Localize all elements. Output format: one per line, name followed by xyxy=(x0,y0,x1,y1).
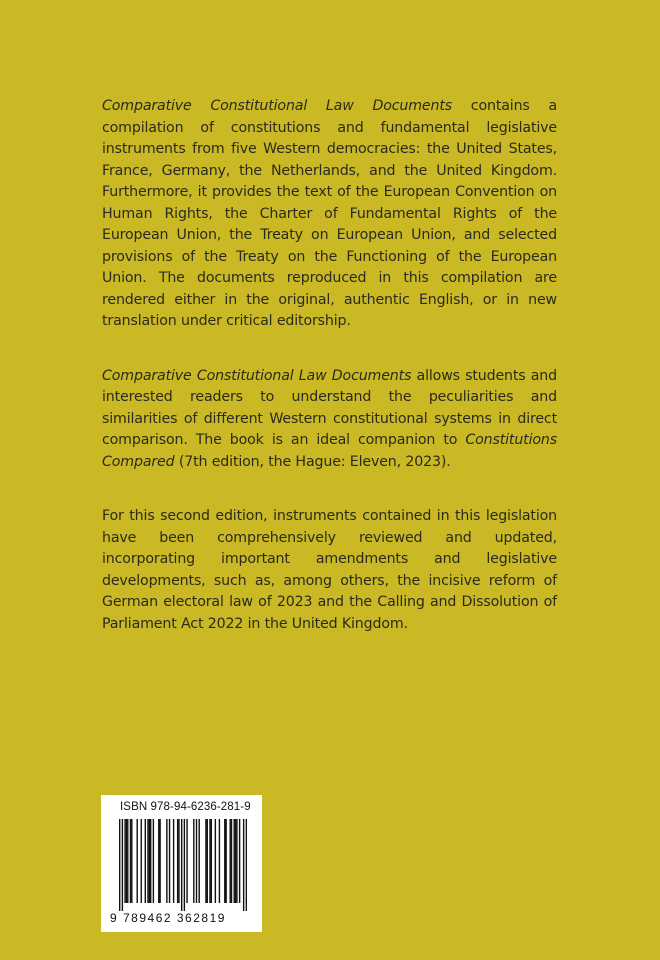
barcode-bar xyxy=(235,819,236,903)
paragraph-text: contains a compilation of constitutions and fundamental legislative instruments from five Western democracies: the United States, France, Germany, the Netherlands, and the United Kingdom. Furthermore, it provides the text of the European Convention on Human Rights, the Charter of Fundamental Rights of the European Union, the Treaty on European Union, and selected provisions of the Treaty on the Functioning of the European Union. The documents reproduced in this compilation are rendered either in the original, authentic English, or in new translation under critical editorship. xyxy=(102,98,557,329)
isbn-barcode xyxy=(101,795,262,932)
description-paragraph-2 xyxy=(102,366,557,474)
barcode-bar xyxy=(137,819,138,903)
barcode-bar xyxy=(169,819,170,903)
book-title-italic: Comparative Constitutional Law Documents xyxy=(102,367,412,384)
barcode-bar xyxy=(225,819,226,903)
barcode-bar xyxy=(184,819,185,911)
barcode-bar xyxy=(243,819,244,911)
barcode-bar xyxy=(153,819,154,903)
companion-title-italic: Constitutions Compared xyxy=(102,432,557,470)
barcode-bar xyxy=(229,819,230,903)
barcode-bar xyxy=(209,819,210,903)
barcode-bar xyxy=(196,819,197,903)
barcode-bar xyxy=(159,819,160,903)
barcode-bar xyxy=(246,819,247,911)
book-title-italic: Comparative Constitutional Law Documents xyxy=(102,98,453,114)
back-cover-description xyxy=(102,96,557,668)
description-paragraph-1 xyxy=(102,96,557,333)
barcode-bar xyxy=(215,819,216,903)
barcode-bar xyxy=(147,819,148,903)
barcode-bar xyxy=(193,819,194,903)
barcode-bar xyxy=(124,819,125,903)
barcode-bar xyxy=(166,819,167,903)
barcode-bar xyxy=(177,819,178,903)
paragraph-text: allows students and interested readers to understand the peculiarities and similarities of different Western constitutional systems in direct comparison. The book is an ideal companion to xyxy=(102,367,557,448)
barcode-bar xyxy=(211,819,212,903)
barcode-bar xyxy=(158,819,159,903)
barcode-bar xyxy=(205,819,206,903)
barcode-bar xyxy=(149,819,150,903)
barcode-bar xyxy=(141,819,142,903)
barcode-bar xyxy=(126,819,127,903)
barcode-bar xyxy=(131,819,132,903)
barcode-bar xyxy=(150,819,151,903)
barcode-bar xyxy=(173,819,174,903)
barcode-bar xyxy=(207,819,208,903)
barcode-bar xyxy=(145,819,146,903)
barcode-bar xyxy=(236,819,237,903)
barcode-bar xyxy=(119,819,120,911)
barcode-digits: 9 789462 362819 xyxy=(110,911,226,925)
barcode-bar xyxy=(224,819,225,903)
paragraph-text: (7th edition, the Hague: Eleven, 2023). xyxy=(174,453,451,470)
barcode-bar xyxy=(178,819,179,903)
isbn-label: ISBN 978-94-6236-281-9 xyxy=(120,801,251,813)
barcode-bar xyxy=(239,819,240,903)
description-paragraph-3 xyxy=(102,506,557,635)
barcode-bar xyxy=(234,819,235,903)
barcode-bars xyxy=(119,819,247,911)
barcode-bar xyxy=(122,819,123,911)
paragraph-text: For this second edition, instruments contained in this legislation have been comprehensively reviewed and updated, incorporating important amendments and legislative developments, such as, among others, the incisive reform of German electoral law of 2023 and the Calling and Dissolution of Parliament Act 2022 in the United Kingdom. xyxy=(102,508,557,632)
barcode-bar xyxy=(130,819,131,903)
barcode-bar xyxy=(181,819,182,911)
barcode-bar xyxy=(186,819,187,903)
barcode-bar xyxy=(127,819,128,903)
barcode-bar xyxy=(231,819,232,903)
barcode-bar xyxy=(219,819,220,903)
barcode-bar xyxy=(198,819,199,903)
